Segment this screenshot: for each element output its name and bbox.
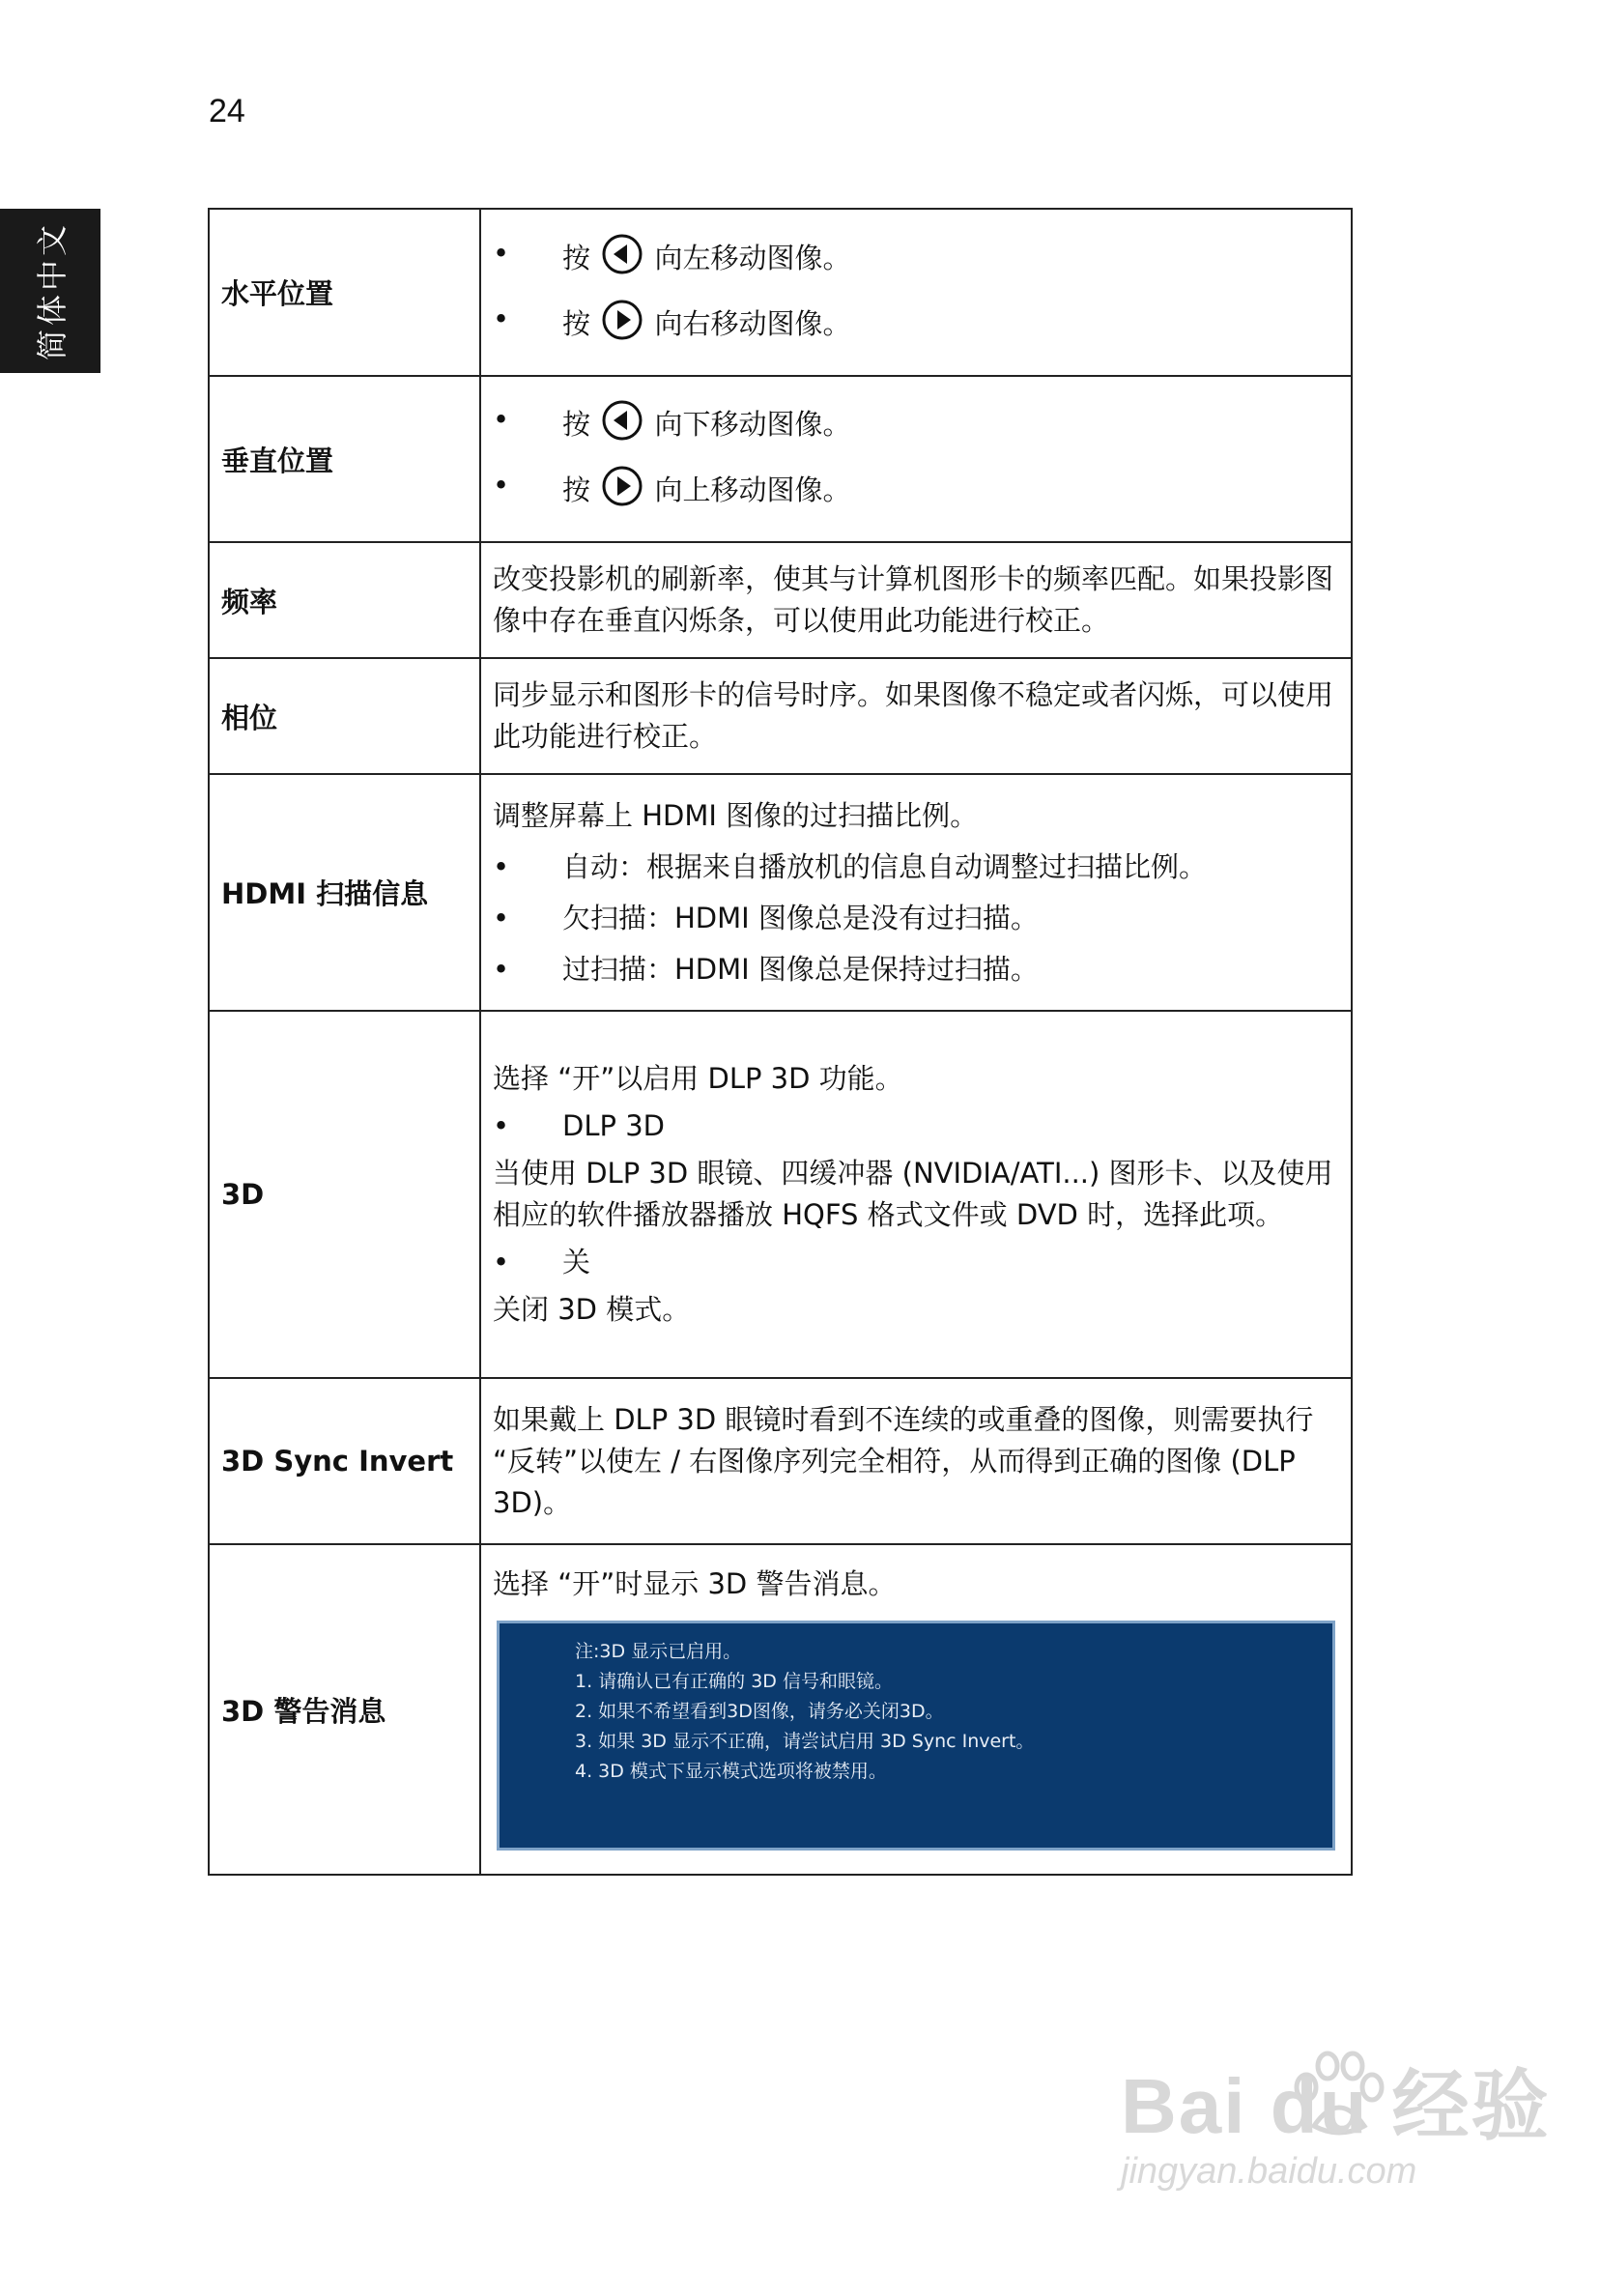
list-item: • 按 向左移动图像。 (493, 233, 1339, 287)
list-item: • 自动：根据来自播放机的信息自动调整过扫描比例。 (493, 847, 1339, 888)
right-arrow-button-icon (601, 299, 643, 353)
bullet-dot: • (493, 901, 510, 934)
bullet-dot: • (493, 236, 510, 270)
table-row (209, 1011, 1352, 1378)
bullet-dot: • (493, 469, 510, 502)
list-item: • 关 (493, 1242, 1339, 1283)
row-label: 频率 (209, 542, 480, 658)
row-label: 水平位置 (209, 209, 480, 376)
row-label: 相位 (209, 658, 480, 774)
row-label: 垂直位置 (209, 376, 480, 542)
row-content (480, 542, 1352, 658)
list-item: • 按 向下移动图像。 (493, 399, 1339, 453)
row-label: 3D (209, 1011, 480, 1378)
left-arrow-button-icon (601, 233, 643, 287)
warning-line: 3. 如果 3D 显示不正确，请尝试启用 3D Sync Invert。 (575, 1730, 1035, 1752)
language-side-tab-label: 简体中文 (34, 220, 71, 361)
row-content (480, 209, 1352, 376)
row-content (480, 1378, 1352, 1544)
warning-message-screenshot (497, 1621, 1335, 1851)
bullet-dot: • (493, 952, 510, 986)
list-item: • DLP 3D (493, 1105, 1339, 1147)
row-text: 选择 “开”时显示 3D 警告消息。 (493, 1566, 897, 1600)
table-row (209, 542, 1352, 658)
row-text: 关闭 3D 模式。 (493, 1293, 691, 1326)
bullet-dot: • (493, 403, 510, 436)
list-item: • 过扫描：HDMI 图像总是保持过扫描。 (493, 949, 1339, 990)
row-text: 同步显示和图形卡的信号时序。如果图像不稳定或者闪烁，可以使用此功能进行校正。 (493, 678, 1334, 753)
row-text: 选择 “开”以启用 DLP 3D 功能。 (493, 1062, 903, 1095)
row-label: 3D Sync Invert (209, 1378, 480, 1544)
table-row (209, 774, 1352, 1011)
row-content (480, 1544, 1352, 1875)
bullet-dot: • (493, 1109, 510, 1142)
table-row (209, 376, 1352, 542)
page-number: 24 (209, 93, 245, 129)
settings-table (208, 208, 1353, 1876)
row-label: 3D 警告消息 (209, 1544, 480, 1875)
row-label: HDMI 扫描信息 (209, 774, 480, 1011)
table-row (209, 209, 1352, 376)
table-row (209, 1378, 1352, 1544)
row-content (480, 774, 1352, 1011)
warning-line: 4. 3D 模式下显示模式选项将被禁用。 (575, 1760, 887, 1782)
bullet-dot: • (493, 1246, 510, 1278)
row-text: 当使用 DLP 3D 眼镜、四缓冲器 (NVIDIA/ATI...) 图形卡、以及使用相应的软件播放器播放 HQFS 格式文件或 DVD 时，选择此项。 (493, 1157, 1333, 1231)
table-row (209, 1544, 1352, 1875)
row-content (480, 376, 1352, 542)
bullet-dot: • (493, 301, 510, 335)
row-content (480, 658, 1352, 774)
list-item: • 按 向右移动图像。 (493, 299, 1339, 353)
left-arrow-button-icon (601, 399, 643, 453)
row-text: 改变投影机的刷新率，使其与计算机图形卡的频率匹配。如果投影图像中存在垂直闪烁条，可以使用此功能进行校正。 (493, 562, 1334, 637)
warning-line: 2. 如果不希望看到3D图像，请务必关闭3D。 (575, 1700, 944, 1722)
row-text: 如果戴上 DLP 3D 眼镜时看到不连续的或重叠的图像，则需要执行 “反转”以使左 / 右图像序列完全相符，从而得到正确的图像 (DLP 3D)。 (493, 1402, 1314, 1519)
warning-line: 注:3D 显示已启用。 (575, 1640, 742, 1662)
row-text: 调整屏幕上 HDMI 图像的过扫描比例。 (493, 798, 979, 832)
watermark-logo: Bai du 经验 (1121, 2063, 1551, 2149)
list-item: • 欠扫描：HDMI 图像总是没有过扫描。 (493, 898, 1339, 939)
bullet-dot: • (493, 849, 510, 883)
warning-line: 1. 请确认已有正确的 3D 信号和眼镜。 (575, 1670, 893, 1692)
row-content (480, 1011, 1352, 1378)
language-side-tab (0, 209, 100, 373)
watermark-url: jingyan.baidu.com (1121, 2151, 1417, 2192)
baidu-watermark (1121, 2044, 1551, 2193)
table-row (209, 658, 1352, 774)
right-arrow-button-icon (601, 465, 643, 519)
list-item: • 按 向上移动图像。 (493, 465, 1339, 519)
